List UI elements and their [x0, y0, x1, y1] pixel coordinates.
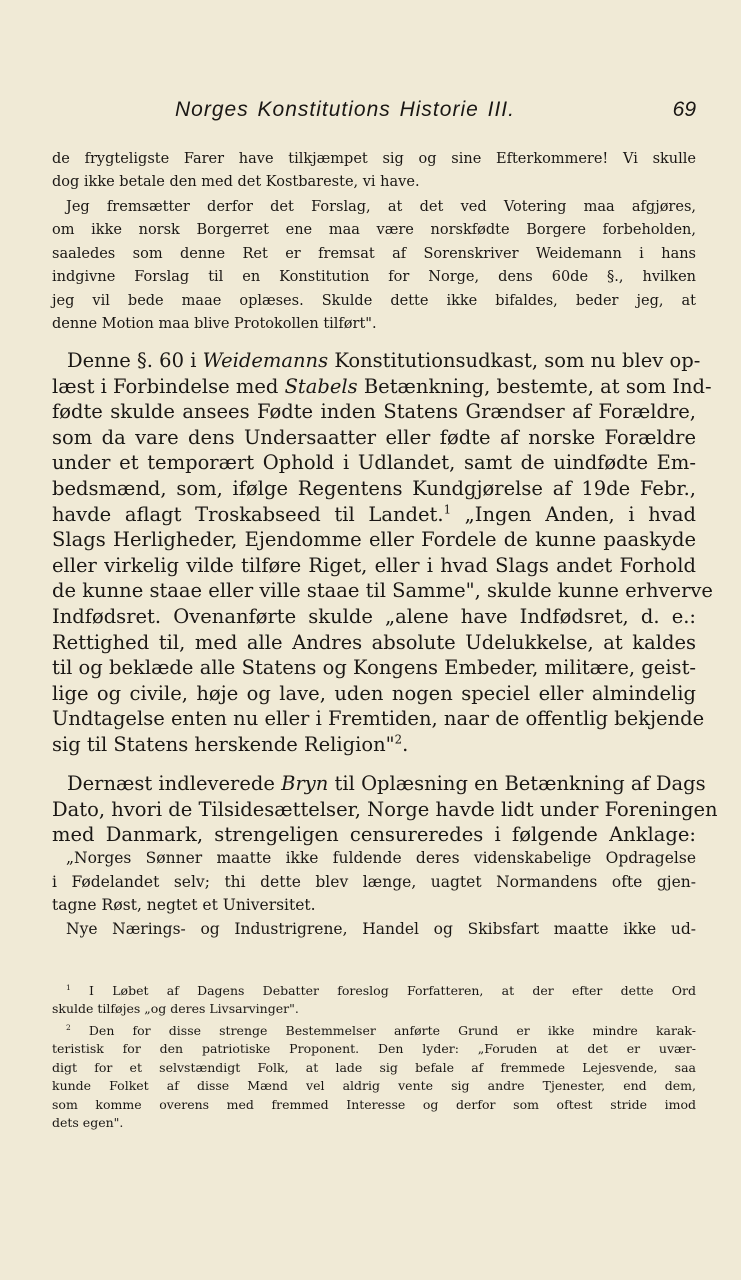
text-line: Dernæst indleverede Bryn til Oplæsning en Betænkning af Dags: [67, 772, 706, 795]
text-line: med Danmark, strengeligen censureredes i følgende Anklage:: [52, 823, 696, 847]
text-line: om ikke norsk Borgerret ene maa være norskfødte Borgere forbeholden,: [52, 222, 696, 239]
text-line: havde aflagt Troskabseed til Landet.$^1$ „Ingen Anden, i hvad: [52, 502, 696, 526]
text-line: $^1$ I Løbet af Dagens Debatter foreslog Forfatteren, at der efter dette Ord: [66, 982, 696, 998]
text-line: fødte skulde ansees Fødte inden Statens Grændser af Forældre,: [52, 400, 696, 424]
footnote-ref-1: 1: [443, 502, 451, 517]
text-line: Slags Herligheder, Ejendomme eller Fordele de kunne paaskyde: [52, 528, 696, 552]
text-line: Nye Nærings- og Industrigrene, Handel og Skibsfart maatte ikke ud-: [66, 919, 696, 938]
text-line: læst i Forbindelse med Stabels Betænkning, bestemte, at som Ind-: [52, 374, 712, 398]
text-line: under et temporært Ophold i Udlandet, samt de uindfødte Em-: [52, 451, 696, 475]
text-line: skulde tilføjes „og deres Livsarvinger".: [52, 1001, 299, 1017]
text-line: eller virkelig vilde tilføre Riget, eller i hvad Slags andet Forhold: [52, 553, 696, 577]
text-line: som da vare dens Undersaatter eller fødte af norske Forældre: [52, 425, 696, 449]
running-header: [52, 98, 696, 126]
paragraph-bryn: [52, 771, 718, 848]
paragraph-section-60: [52, 348, 713, 758]
name-stabel: Stabels: [284, 374, 358, 398]
text-line: denne Motion maa blive Protokollen tilført".: [52, 316, 377, 333]
running-title: Norges Konstitutions Historie III.: [175, 98, 515, 121]
footnote-2: [52, 1022, 696, 1132]
page-number: 69: [672, 98, 696, 121]
footnote-ref-2: 2: [394, 732, 403, 747]
text-line: indgivne Forslag til en Konstitution for Norge, dens 60de §., hvilken: [52, 269, 696, 286]
text-line: bedsmænd, som, ifølge Regentens Kundgjørelse af 19de Febr.,: [52, 476, 696, 500]
text-line: teristisk for den patriotiske Proponent. Den lyder: „Foruden at det er uvær-: [52, 1041, 696, 1057]
text-line: lige og civile, høje og lave, uden nogen speciel eller almindelig: [52, 681, 696, 705]
paragraph-continuation: [52, 148, 696, 195]
text-line: sig til Statens herskende Religion"$^2$.: [52, 732, 409, 756]
name-bryn: Bryn: [281, 772, 329, 795]
text-line: som komme overens med fremmed Interesse og derfor som oftest stride imod: [52, 1096, 696, 1112]
text-line: kunde Folket af disse Mænd vel aldrig vente sig andre Tjenester, end dem,: [52, 1078, 696, 1094]
text-line: Rettighed til, med alle Andres absolute Udelukkelse, at kaldes: [52, 630, 696, 654]
text-line: Jeg fremsætter derfor det Forslag, at det ved Votering maa afgjøres,: [66, 199, 696, 215]
text-line: dets egen".: [52, 1115, 124, 1131]
text-line: „Norges Sønner maatte ikke fuldende deres videnskabelige Opdragelse: [66, 849, 696, 867]
text-line: de kunne staae eller ville staae til Samme", skulde kunne erhverve: [52, 579, 713, 603]
paragraph-quoted-motion: [52, 196, 696, 336]
text-line: i Fødelandet selv; thi dette blev længe, uagtet Normandens ofte gjen-: [52, 872, 696, 891]
text-line: Indfødsret. Ovenanførte skulde „alene have Indfødsret, d. e.:: [52, 604, 696, 628]
text-line: jeg vil bede maae oplæses. Skulde dette ikke bifaldes, beder jeg, at: [52, 292, 696, 309]
text-line: $^2$ Den for disse strenge Bestemmelser anførte Grund er ikke mindre karak-: [66, 1022, 696, 1038]
text-line: digt for et selvstændigt Folk, at lade sig befale af fremmede Lejesvende, saa: [52, 1059, 696, 1075]
text-line: saaledes som denne Ret er fremsat af Sorenskriver Weidemann i hans: [52, 245, 696, 262]
footnote-1: [52, 982, 696, 1019]
text-line: til og beklæde alle Statens og Kongens Embeder, militære, geist-: [52, 656, 696, 680]
quote-indictment: [52, 847, 696, 941]
text-line: dog ikke betale den med det Kostbareste, vi have.: [52, 174, 420, 191]
name-weidemann: Weidemanns: [202, 349, 329, 372]
text-line: Undtagelse enten nu eller i Fremtiden, naar de offentlig bekjende: [52, 707, 705, 731]
text-line: Denne §. 60 i Weidemanns Konstitutionsudkast, som nu blev op-: [67, 349, 701, 372]
text-line: de frygteligste Farer have tilkjæmpet sig og sine Efterkommere! Vi skulle: [52, 151, 696, 167]
footnote-mark: 2: [66, 1022, 71, 1032]
text-line: Dato, hvori de Tilsidesættelser, Norge havde lidt under Foreningen: [52, 797, 718, 821]
footnote-mark: 1: [66, 982, 71, 992]
text-line: tagne Røst, negtet et Universitet.: [52, 896, 316, 914]
